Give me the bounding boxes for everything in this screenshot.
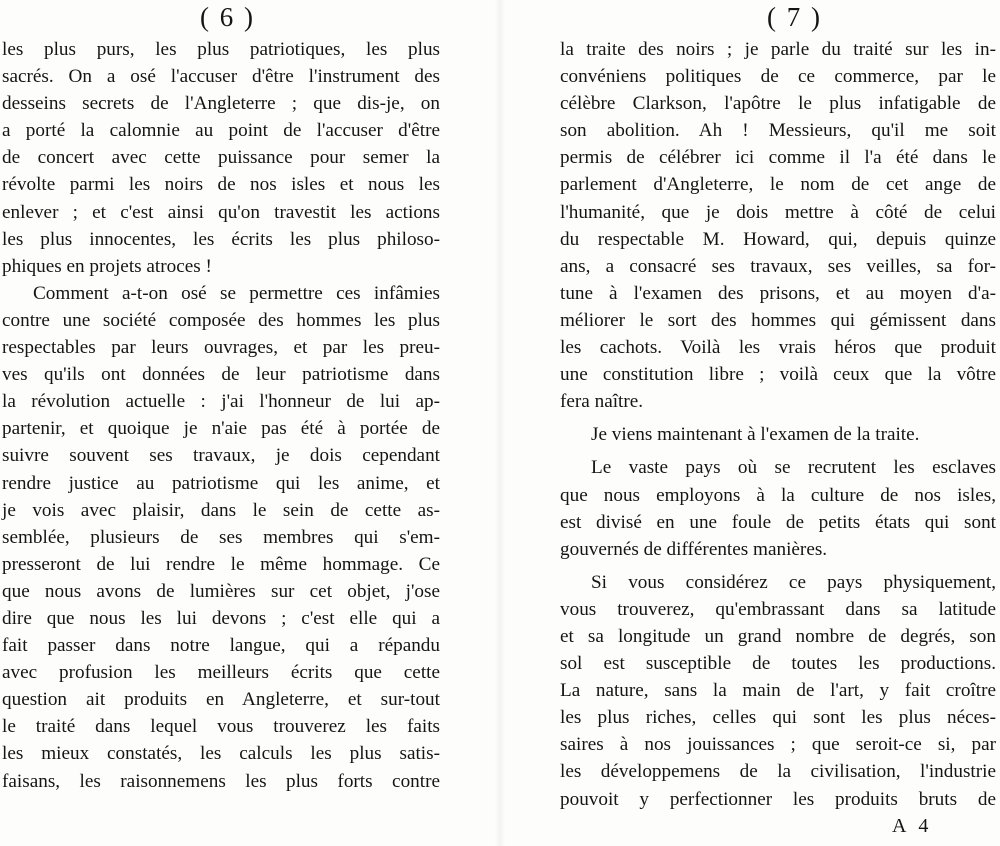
- text-line: la révolution actuelle : j'ai l'honneur de lui ap-: [2, 391, 440, 413]
- text-line: desseins secrets de l'Angleterre ; que dis-je, on: [2, 93, 440, 115]
- text-line: les développemens de la civilisation, l'industrie: [560, 761, 996, 783]
- text-line: rendre justice au patriotisme qui les anime, et: [2, 472, 440, 494]
- text-line: est divisé en une foule de petits états qui sont: [560, 511, 996, 533]
- text-line: Comment a-t-on osé se permettre ces infâmies: [33, 282, 440, 304]
- text-line: de concert avec cette puissance pour semer la: [2, 147, 440, 169]
- text-line: vous trouverez, qu'embrassant dans sa latitude: [560, 598, 996, 620]
- paragraph: [560, 421, 996, 448]
- text-line: presseront de lui rendre le même hommage. Ce: [2, 553, 440, 575]
- text-line: célèbre Clarkson, l'apôtre le plus infatigable de: [560, 93, 996, 115]
- text-line: méliorer le sort des hommes qui gémissent dans: [560, 309, 996, 331]
- text-line: Si vous considérez ce pays physiquement,: [591, 571, 996, 593]
- text-line: tune à l'examen des prisons, et au moyen d'a-: [560, 282, 996, 304]
- text-line: fera naître.: [560, 391, 644, 413]
- text-line: du respectable M. Howard, qui, depuis quinze: [560, 228, 996, 250]
- text-line: faisans, les raisonnemens les plus forts contre: [2, 770, 440, 792]
- left-page: [0, 0, 470, 846]
- text-line: Le vaste pays où se recrutent les esclaves: [591, 457, 996, 479]
- text-line: respectables par leurs ouvrages, et par les preu-: [2, 337, 440, 359]
- text-line: pouvoit y perfectionner les produits bruts de: [560, 788, 996, 810]
- right-page: [530, 0, 1000, 846]
- text-line: dire que nous les lui devons ; c'est elle qui a: [2, 607, 440, 629]
- text-line: je vois avec plaisir, dans le sein de cette as-: [2, 499, 440, 521]
- text-line: que nous employons à la culture de nos isles,: [560, 484, 996, 506]
- text-line: convéniens politiques de ce commerce, par le: [560, 66, 996, 88]
- right-page-text: [560, 36, 996, 813]
- text-line: les plus innocentes, les écrits les plus philoso-: [2, 228, 440, 250]
- text-line: question ait produits en Angleterre, et sur-tout: [2, 689, 440, 711]
- paragraph: [2, 36, 440, 280]
- text-line: suivre souvent ses travaux, je dois cependant: [2, 445, 440, 467]
- text-line: que nous avons de lumières sur cet objet, j'ose: [2, 580, 440, 602]
- text-line: semblée, plusieurs de ses membres qui s'em-: [2, 526, 440, 548]
- text-line: fait passer dans notre langue, qui a répandu: [2, 635, 440, 657]
- text-line: gouvernés de différentes manières.: [560, 538, 828, 560]
- text-line: a porté la calomnie au point de l'accuser d'être: [2, 120, 440, 142]
- text-line: permis de célébrer ici comme il l'a été dans le: [560, 147, 996, 169]
- text-line: saires à nos jouissances ; que seroit-ce si, par: [560, 734, 996, 756]
- text-line: sol est susceptible de toutes les productions.: [560, 653, 996, 675]
- text-line: partenir, et quoique je n'aie pas été à portée de: [2, 418, 440, 440]
- text-line: Je viens maintenant à l'examen de la traite.: [591, 424, 920, 446]
- paragraph: [560, 454, 996, 562]
- paragraph: [2, 280, 440, 795]
- signature-mark: A 4: [892, 815, 933, 837]
- paragraph: [560, 569, 996, 813]
- text-line: parlement d'Angleterre, le nom de cet ange de: [560, 174, 996, 196]
- text-line: sacrés. On a osé l'accuser d'être l'instrument des: [2, 66, 440, 88]
- book-gutter: [495, 0, 505, 846]
- text-line: son abolition. Ah ! Messieurs, qu'il me soit: [560, 120, 996, 142]
- text-line: révolte parmi les noirs de nos isles et nous les: [2, 174, 440, 196]
- text-line: avec profusion les meilleurs écrits que cette: [2, 662, 440, 684]
- text-line: le traité dans lequel vous trouverez les faits: [2, 716, 440, 738]
- text-line: phiques en projets atroces !: [2, 255, 212, 277]
- text-line: ves qu'ils ont données de leur patriotisme dans: [2, 364, 440, 386]
- text-line: les cachots. Voilà les vrais héros que produit: [560, 337, 996, 359]
- paragraph: [560, 36, 996, 415]
- page-number-right: ( 7 ): [767, 2, 822, 32]
- text-line: enlever ; et c'est ainsi qu'on travestit les actions: [2, 201, 440, 223]
- text-line: une constitution libre ; voilà ceux que la vôtre: [560, 364, 996, 386]
- text-line: ans, a consacré ses travaux, ses veilles, sa for-: [560, 255, 996, 277]
- text-line: l'humanité, que je dois mettre à côté de celui: [560, 201, 996, 223]
- text-line: les plus purs, les plus patriotiques, les plus: [2, 39, 440, 60]
- text-line: contre une société composée des hommes les plus: [2, 309, 440, 331]
- text-line: La nature, sans la main de l'art, y fait croître: [560, 680, 996, 702]
- text-line: les mieux constatés, les calculs les plus satis-: [2, 743, 440, 765]
- text-line: les plus riches, celles qui sont les plus néces-: [560, 707, 996, 729]
- left-page-text: [2, 36, 440, 795]
- text-line: la traite des noirs ; je parle du traité sur les in-: [560, 39, 996, 60]
- text-line: et sa longitude un grand nombre de degrés, son: [560, 625, 996, 647]
- page-number-left: ( 6 ): [200, 2, 255, 32]
